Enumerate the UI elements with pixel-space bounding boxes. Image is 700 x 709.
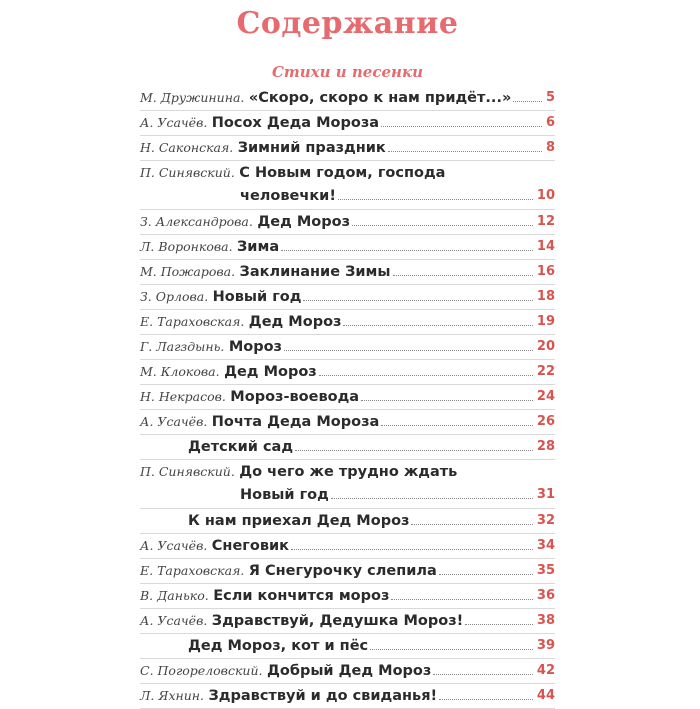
entry-title: Почта Деда Мороза [211,414,380,430]
dot-leader [343,324,533,326]
entry-title: Зимний праздник [237,140,386,156]
entry-author: П. Синявский. [140,464,235,479]
entry-title: Дед Мороз [257,214,350,230]
toc-entry-line [140,560,533,582]
toc-list [140,86,555,709]
dot-leader [361,399,533,401]
toc-entry [140,86,555,111]
entry-page-number: 26 [536,414,555,429]
entry-author: Е. Тараховская. [140,314,245,329]
entry-title: Зима [237,239,280,255]
entry-author: А. Усачёв. [140,414,208,429]
toc-entry-line [140,685,533,707]
toc-entry [140,460,555,509]
entry-page-number: 16 [536,264,555,279]
entry-author: П. Синявский. [140,165,235,180]
toc-entry [140,360,555,385]
toc-entry-line [140,286,533,308]
dot-leader [338,198,533,200]
dot-leader [513,100,542,102]
dot-leader [381,125,542,127]
toc-entry [140,335,555,360]
entry-author: С. Погореловский. [140,663,263,678]
toc-entry-line [140,535,533,557]
toc-entry [140,385,555,410]
toc-entry-line [240,185,533,207]
entry-title: С Новым годом, господа [239,165,446,181]
entry-title: Здравствуй и до свиданья! [208,688,438,704]
entry-title: Новый год [212,289,302,305]
entry-author: А. Усачёв. [140,115,208,130]
toc-entry-line [140,461,457,483]
toc-entry [140,659,555,684]
dot-leader [281,249,533,251]
entry-author: В. Данько. [140,588,209,603]
toc-entry [140,509,555,534]
toc-entry [140,310,555,335]
toc-entry-line [240,484,533,506]
dot-leader [411,523,533,525]
entry-page-number: 34 [536,538,555,553]
entry-author: З. Орлова. [140,289,209,304]
dot-leader [433,673,533,675]
entry-title: человечки! [240,188,336,204]
entry-author: А. Усачёв. [140,538,208,553]
entry-author: Н. Саконская. [140,140,234,155]
toc-entry-line [140,112,542,134]
entry-page-number: 39 [536,638,555,653]
entry-title: До чего же трудно ждать [239,464,458,480]
dot-leader [331,497,533,499]
entry-page-number: 44 [536,688,555,703]
entry-page-number: 28 [536,439,555,454]
dot-leader [465,623,533,625]
toc-entry [140,559,555,584]
toc-page [140,0,555,704]
entry-page-number: 22 [536,364,555,379]
entry-author: Г. Лагздынь. [140,339,225,354]
toc-entry-line [140,336,533,358]
toc-entry-line [188,436,533,458]
entry-page-number: 32 [536,513,555,528]
entry-author: Н. Некрасов. [140,389,226,404]
entry-page-number: 6 [545,115,555,130]
entry-title: Заклинание Зимы [239,264,391,280]
entry-title: Мороз-воевода [230,389,360,405]
entry-page-number: 12 [536,214,555,229]
entry-author: М. Пожарова. [140,264,236,279]
toc-entry [140,161,555,210]
entry-title: Здравствуй, Дедушка Мороз! [211,613,464,629]
dot-leader [381,424,533,426]
dot-leader [352,224,533,226]
entry-author: Л. Яхнин. [140,688,205,703]
entry-title: Детский сад [188,439,294,455]
entry-title: «Скоро, скоро к нам придёт...» [248,90,512,106]
entry-title: Снеговик [211,538,289,554]
toc-entry [140,235,555,260]
entry-title: Дед Мороз [224,364,317,380]
entry-page-number: 10 [536,188,555,203]
toc-entry [140,435,555,460]
toc-entry [140,285,555,310]
entry-title: Если кончится мороз [213,588,390,604]
entry-page-number: 5 [545,90,555,105]
toc-entry-line [140,311,533,333]
toc-entry [140,260,555,285]
toc-entry [140,410,555,435]
toc-entry-line [188,510,533,532]
dot-leader [303,299,533,301]
entry-author: Е. Тараховская. [140,563,245,578]
toc-entry-line [140,386,533,408]
entry-page-number: 18 [536,289,555,304]
dot-leader [388,150,542,152]
entry-title: Мороз [228,339,282,355]
dot-leader [439,573,533,575]
toc-entry-line [188,635,533,657]
dot-leader [319,374,533,376]
entry-page-number: 8 [545,140,555,155]
entry-page-number: 24 [536,389,555,404]
entry-title: Дед Мороз, кот и пёс [188,638,369,654]
toc-entry-line [140,261,533,283]
toc-entry [140,609,555,634]
toc-entry [140,111,555,136]
page-title: Содержание [236,6,459,41]
toc-entry-line [140,137,542,159]
entry-page-number: 42 [536,663,555,678]
toc-entry [140,634,555,659]
toc-entry [140,534,555,559]
entry-author: Л. Воронкова. [140,239,233,254]
toc-entry-line [140,236,533,258]
entry-title: Посох Деда Мороза [211,115,380,131]
entry-title: К нам приехал Дед Мороз [188,513,410,529]
toc-entry [140,684,555,709]
entry-author: М. Клокова. [140,364,220,379]
toc-entry-line [140,660,533,682]
entry-title: Дед Мороз [248,314,342,330]
entry-author: А. Усачёв. [140,613,208,628]
toc-entry-line [140,361,533,383]
dot-leader [295,449,533,451]
toc-entry-line [140,610,533,632]
entry-page-number: 19 [536,314,555,329]
toc-entry [140,136,555,161]
dot-leader [393,274,533,276]
toc-entry [140,210,555,235]
toc-entry-line [140,211,533,233]
entry-author: М. Дружинина. [140,90,245,105]
entry-page-number: 36 [536,588,555,603]
toc-entry-line [140,411,533,433]
toc-entry-line [140,162,445,184]
section-heading: Стихи и песенки [271,63,424,81]
entry-title: Добрый Дед Мороз [266,663,432,679]
dot-leader [370,648,533,650]
entry-title: Я Снегурочку слепила [248,563,437,579]
entry-author: З. Александрова. [140,214,253,229]
toc-entry [140,584,555,609]
entry-page-number: 38 [536,613,555,628]
dot-leader [391,598,533,600]
entry-page-number: 20 [536,339,555,354]
dot-leader [284,349,533,351]
entry-page-number: 31 [536,487,555,502]
entry-title: Новый год [240,487,329,503]
toc-entry-line [140,87,542,109]
dot-leader [291,548,533,550]
toc-entry-line [140,585,533,607]
entry-page-number: 35 [536,563,555,578]
entry-page-number: 14 [536,239,555,254]
